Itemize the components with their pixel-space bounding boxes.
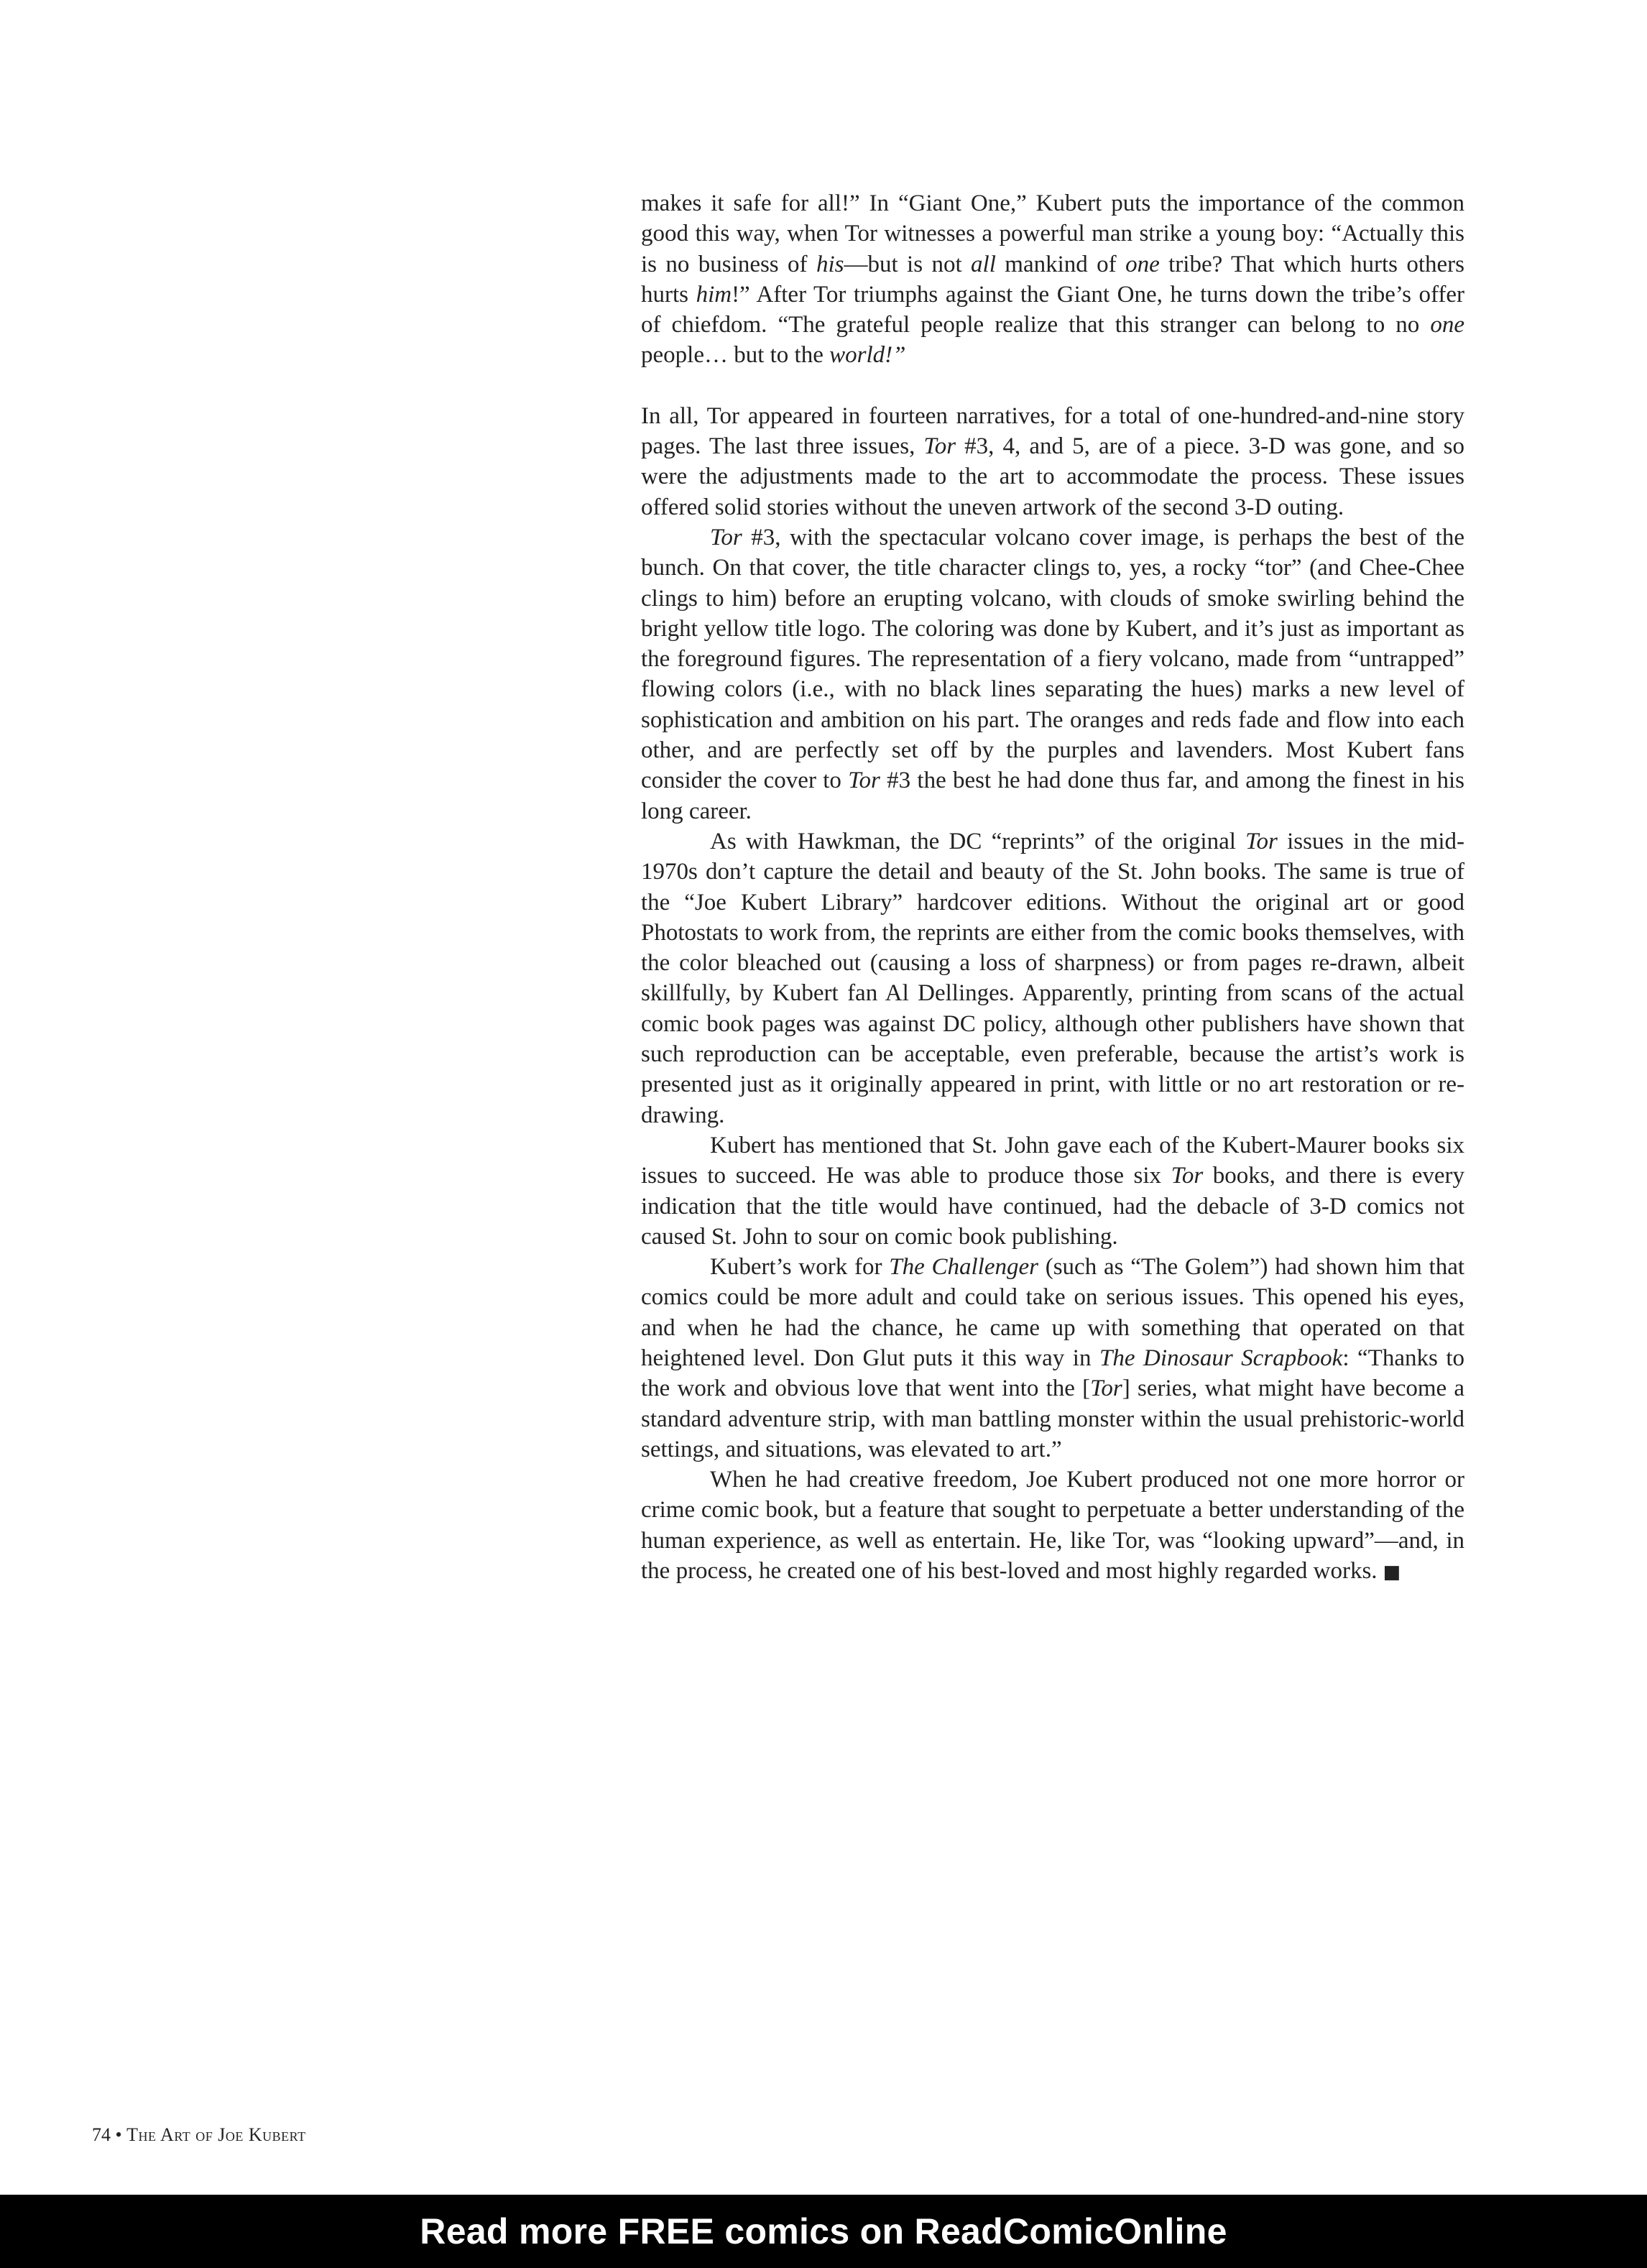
end-of-article-mark-icon: ■ [1383, 1562, 1401, 1584]
page-number: 74 [92, 2124, 111, 2145]
footer-separator: • [115, 2124, 122, 2145]
paragraph-dc-reprints: As with Hawkman, the DC “reprints” of the original Tor issues in the mid-1970s don’t capture the detail and beauty of the St. John books. The same is true of the “Joe Kubert Library” hardcover editions. Without the original art or good Photostats to work from, the reprints are either from the comic books themselves, with the color bleached out (causing a loss of sharpness) or from pages re-drawn, albeit skillfully, by Kubert fan Al Dellinges. Apparently, printing from scans of the actual comic book pages was against DC policy, although other publishers have shown that such reproduction can be acceptable, even preferable, because the artist’s work is presented just as it originally appeared in print, with little or no art restoration or re-drawing. [641, 828, 1464, 1128]
promo-banner-text[interactable]: Read more FREE comics on ReadComicOnline [420, 2211, 1227, 2251]
promo-banner[interactable] [0, 2195, 1647, 2268]
paragraph-six-issues: Kubert has mentioned that St. John gave each of the Kubert-Maurer books six issues to succeed. He was able to produce those six Tor books, and there is every indication that the title would have continued, had the debacle of 3-D comics not caused St. John to sour on comic book publishing. [641, 1132, 1464, 1250]
page-footer [92, 2124, 306, 2146]
paragraph-volcano-cover: Tor #3, with the spectacular volcano cover image, is perhaps the best of the bunch. On that cover, the title character clings to, yes, a rocky “tor” (and Chee-Chee clings to him) before an erupting volcano, with clouds of smoke swirling behind the bright yellow title logo. The coloring was done by Kubert, and it’s just as important as the foreground figures. The representation of a fiery volcano, made from “untrapped” flowing colors (i.e., with no black lines separating the hues) marks a new level of sophistication and ambition on his part. The oranges and reds fade and flow into each other, and are perfectly set off by the purples and lavenders. Most Kubert fans consider the cover to Tor #3 the best he had done thus far, and among the finest in his long career. [641, 524, 1464, 824]
paragraph-creative-freedom: When he had creative freedom, Joe Kubert produced not one more horror or crime comic book, but a feature that sought to perpetuate a better understanding of the human experience, as well as entertain. He, like Tor, was “looking upward”—and, in the process, he created one of his best-loved and most highly regarded works. ■ [641, 1467, 1464, 1585]
running-book-title: The Art of Joe Kubert [126, 2124, 306, 2145]
body-text-column [641, 188, 1464, 1587]
paragraph-fourteen-narratives: In all, Tor appeared in fourteen narratives, for a total of one-hundred-and-nine story pages. The last three issues, Tor #3, 4, and 5, are of a piece. 3-D was gone, and so were the adjustments made to the art to accommodate the process. These issues offered solid stories without the uneven artwork of the second 3-D outing. [641, 402, 1464, 520]
paragraph-challenger: Kubert’s work for The Challenger (such as “The Golem”) had shown him that comics could be more adult and could take on serious issues. This opened his eyes, and when he had the chance, he came up with something that operated on that heightened level. Don Glut puts it this way in The Dinosaur Scrapbook: “Thanks to the work and obvious love that went into the [Tor] series, what might have become a standard adventure strip, with man battling monster within the usual prehistoric-world settings, and situations, was elevated to art.” [641, 1254, 1465, 1462]
paragraph-giant-one: makes it safe for all!” In “Giant One,” Kubert puts the importance of the common good this way, when Tor witnesses a powerful man strike a young boy: “Actually this is no business of his—but is not all mankind of one tribe? That which hurts others hurts him!” After Tor triumphs against the Giant One, he turns down the tribe’s offer of chiefdom. “The grateful people realize that this stranger can belong to no one people… but to the world!” [641, 190, 1465, 369]
